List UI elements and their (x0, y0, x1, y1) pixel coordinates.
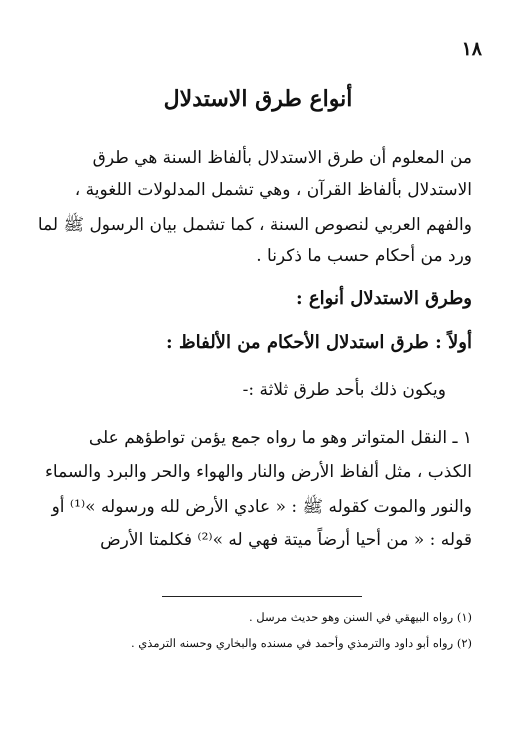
footnote-2: (٢) رواه أبو داود والترمذي وأحمد في مسنده والبخاري وحسنه الترمذي . (130, 636, 472, 650)
intro-line: ويكون ذلك بأحد طرق ثلاثة :- (242, 380, 446, 400)
paragraph1-line: من المعلوم أن طرق الاستدلال بألفاظ السنة هي طرق (92, 148, 472, 168)
heading-types: وطرق الاستدلال أنواع : (296, 288, 472, 309)
paragraph2-line: قوله : « من أحيا أرضاً ميتة فهي له »⁽²⁾ فكلمتا الأرض (100, 530, 472, 550)
paragraph1-line: الاستدلال بألفاظ القرآن ، وهي تشمل المدلولات اللغوية ، (74, 180, 472, 200)
section-title: أنواع طرق الاستدلال (163, 86, 353, 112)
paragraph2-line: والنور والموت كقوله ﷺ : « عادي الأرض لله ورسوله »⁽¹⁾ أو (51, 497, 472, 517)
paragraph1-line: ورد من أحكام حسب ما ذكرنا . (256, 246, 472, 266)
footnote-separator (162, 596, 362, 597)
paragraph2-line: الكذب ، مثل ألفاظ الأرض والنار والهواء والحر والبرد والسماء (44, 462, 472, 482)
paragraph1-line: والفهم العربي لنصوص السنة ، كما تشمل بيان الرسول ﷺ لما (37, 215, 472, 235)
footnote-1: (١) رواه البيهقي في السنن وهو حديث مرسل . (248, 610, 472, 624)
page-number: ١٨ (461, 38, 482, 60)
heading-first-method: أولاً : طرق استدلال الأحكام من الألفاظ : (166, 332, 472, 353)
paragraph2-line: ١ ـ النقل المتواتر وهو ما رواه جمع يؤمن تواطؤهم على (88, 428, 472, 448)
